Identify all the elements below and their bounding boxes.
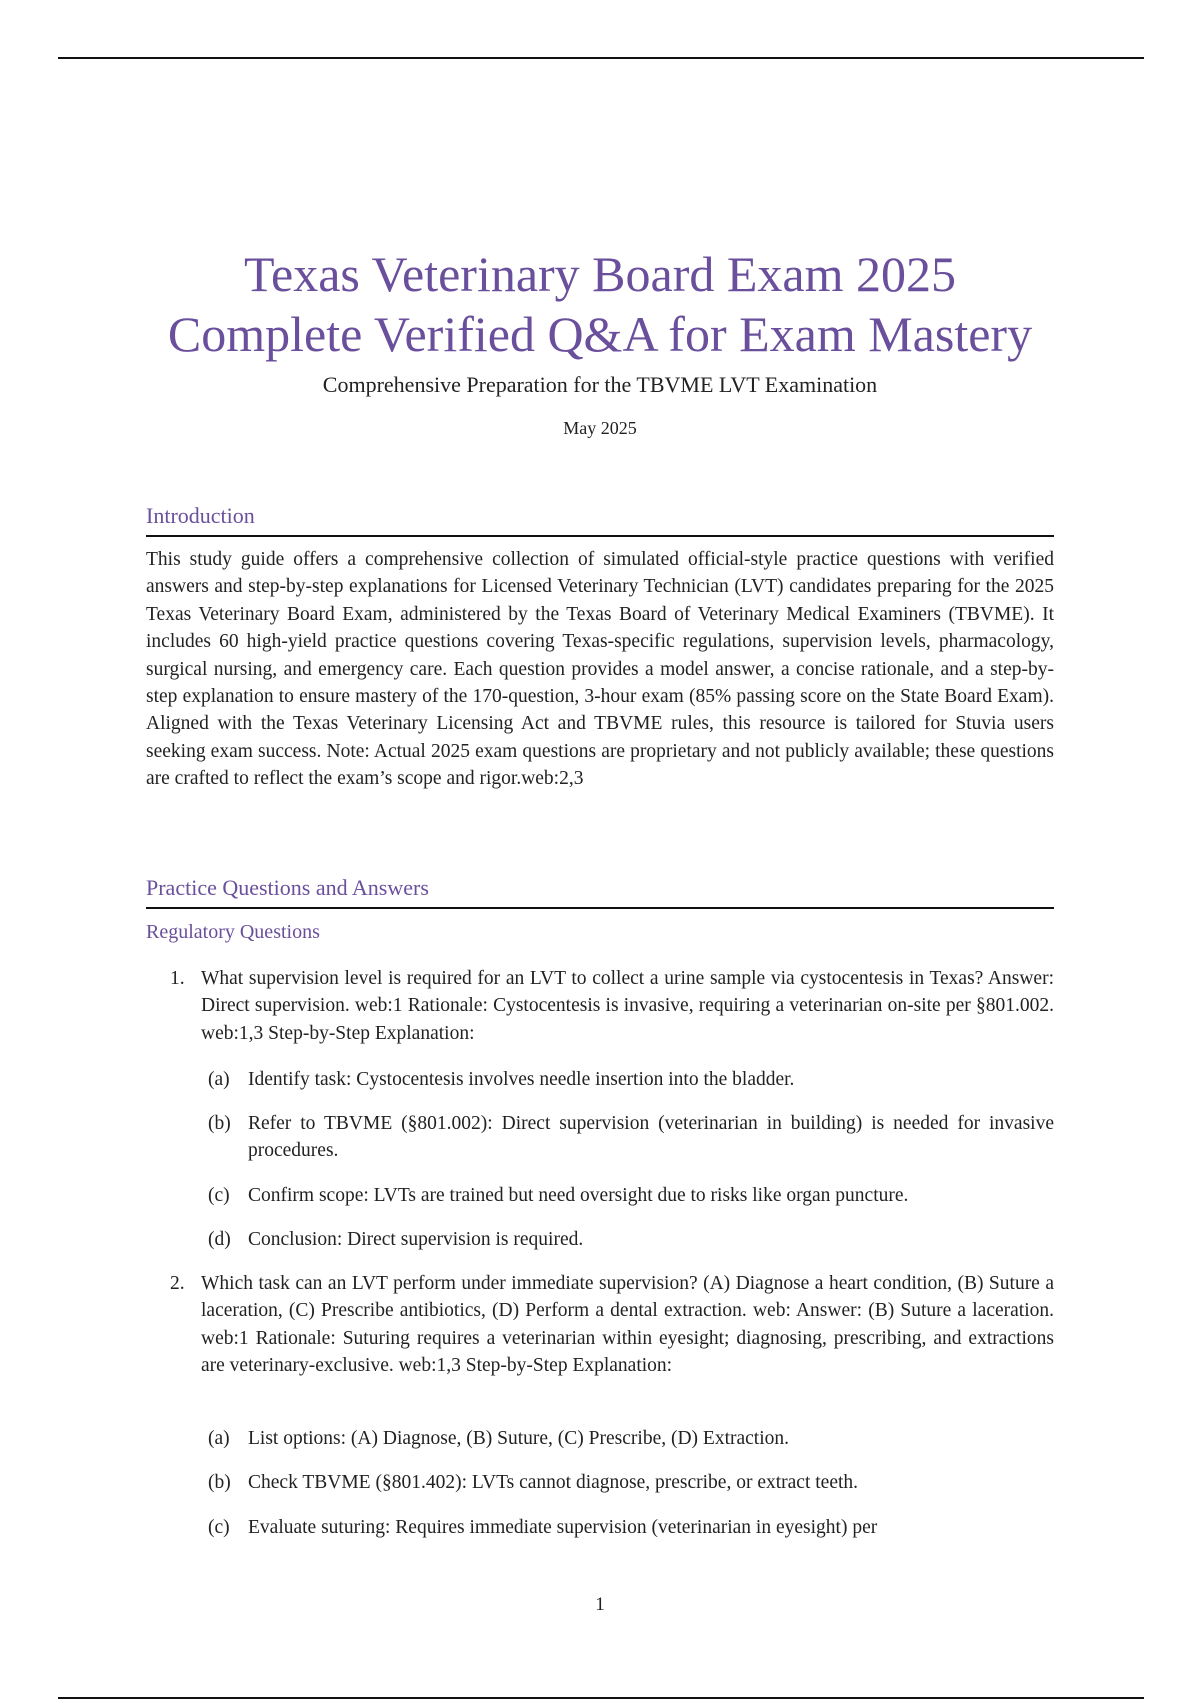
document-subtitle: Comprehensive Preparation for the TBVME LVT Examination — [322, 372, 878, 397]
step-item — [146, 1066, 1054, 1093]
step-text: Identify task: Cystocentesis involves needle insertion into the bladder. — [248, 1069, 795, 1090]
top-rule — [58, 57, 1144, 59]
section-heading-practice: Practice Questions and Answers — [146, 875, 1054, 909]
step-item — [146, 1182, 1054, 1209]
step-label: (b) — [208, 1472, 231, 1493]
step-text: Confirm scope: LVTs are trained but need oversight due to risks like organ puncture. — [248, 1185, 909, 1206]
step-item — [146, 1425, 1054, 1452]
step-item — [146, 1514, 1054, 1541]
step-text: Evaluate suturing: Requires immediate supervision (veterinarian in eyesight) per — [248, 1517, 878, 1538]
section-heading-introduction: Introduction — [146, 503, 1054, 537]
subsection-heading-regulatory: Regulatory Questions — [146, 921, 320, 943]
step-text: Check TBVME (§801.402): LVTs cannot diagnose, prescribe, or extract teeth. — [248, 1472, 859, 1493]
step-item — [146, 1469, 1054, 1496]
document-title — [146, 244, 1054, 364]
question-number: 2. — [170, 1273, 185, 1294]
document-date: May 2025 — [563, 418, 637, 438]
introduction-paragraph: This study guide offers a comprehensive collection of simulated official-style practice questions with verified answers and step-by-step explanations for Licensed Veterinary Technician (LVT) candidates preparing for the 2025 Texas Veterinary Board Exam, administered by the Texas Board of Veterinary Medical Examiners (TBVME). It includes 60 high-yield practice questions covering Texas-specific regulations, supervision levels, pharmacology, surgical nursing, and emergency care. Each question provides a model answer, a concise rationale, and a step-by-step explanation to ensure mastery of the 170-question, 3-hour exam (85% passing score on the State Board Exam). Aligned with the Texas Veterinary Licensing Act and TBVME rules, this resource is tailored for Stuvia users seeking exam success. Note: Actual 2025 exam questions are proprietary and not publicly available; these questions are crafted to reflect the exam’s scope and rigor.web:2,3 — [146, 549, 1054, 790]
question-2 — [146, 1270, 1054, 1380]
bottom-rule — [58, 1697, 1144, 1699]
question-text: Which task can an LVT perform under immediate supervision? (A) Diagnose a heart condition, (B) Suture a laceration, (C) Prescribe antibiotics, (D) Perform a dental extraction. web: Answer: (B) Suture a laceration. web:1 Rationale: Suturing requires a veterinarian within eyesight; diagnosing, prescribing, and extractions are veterinary-exclusive. web:1,3 Step-by-Step Explanation: — [201, 1273, 1054, 1377]
page-number: 1 — [595, 1594, 605, 1615]
step-label: (a) — [208, 1428, 230, 1449]
step-item — [146, 1226, 1054, 1253]
title-line-1: Texas Veterinary Board Exam 2025 — [243, 246, 957, 302]
title-line-2: Complete Verified Q&A for Exam Mastery — [167, 306, 1033, 362]
step-text: List options: (A) Diagnose, (B) Suture, (C) Prescribe, (D) Extraction. — [248, 1428, 790, 1449]
step-label: (b) — [208, 1113, 231, 1134]
step-item — [146, 1110, 1054, 1165]
question-text: What supervision level is required for an LVT to collect a urine sample via cystocentesis in Texas? Answer: Direct supervision. web:1 Rationale: Cystocentesis is invasive, requiring a veterinarian on-site per §801.002. web:1,3 Step-by-Step Explanation: — [201, 968, 1054, 1044]
step-label: (c) — [208, 1185, 230, 1206]
step-text: Conclusion: Direct supervision is required. — [248, 1229, 584, 1250]
question-number: 1. — [170, 968, 185, 989]
question-1 — [146, 965, 1054, 1047]
step-label: (d) — [208, 1229, 231, 1250]
step-label: (a) — [208, 1069, 230, 1090]
step-text: Refer to TBVME (§801.002): Direct supervision (veterinarian in building) is needed for invasive procedures. — [248, 1113, 1054, 1162]
step-label: (c) — [208, 1517, 230, 1538]
